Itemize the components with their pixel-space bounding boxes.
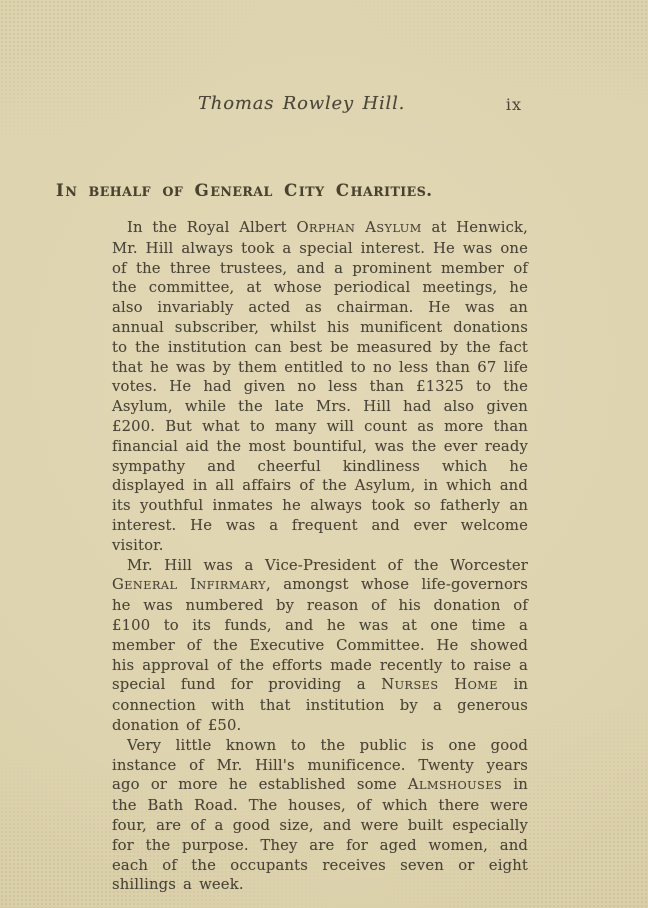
scan-texture-top-left: [0, 0, 260, 140]
small-cap-letters: OME: [467, 679, 499, 693]
running-header: [112, 93, 528, 119]
small-caps-phrase: NURSES HOME: [381, 676, 499, 694]
small-cap-letters: ENERAL: [210, 184, 273, 199]
small-caps-phrase: GENERAL INFIRMARY: [112, 576, 267, 594]
small-cap-letters: BEHALF: [88, 184, 152, 199]
paragraph: In the Royal Albert ORPHAN ASYLUM at Henwick, Mr. Hill always took a special interest. He was one of the three trustees, and a prominent member of the committee, at whose periodical meetings, he also invariably acted as chairman. He was an annual subscriber, whilst his munificent donations to the institution can best be measured by the fact that he was by them entitled to no less than 67 life votes. He had given no less than £1325 to the Asylum, while the late Mrs. Hill had also given £200. But what to many will count as more than financial aid the most bountiful, was the ever ready sympathy and cheerful kindliness which he displayed in all affairs of the Asylum, in which and its youthful inmates he always took so fatherly an interest. He was a frequent and ever welcome visitor.: [112, 219, 528, 554]
small-cap-letters: HARITIES: [350, 184, 427, 199]
small-cap-letters: LMSHOUSES: [419, 779, 503, 793]
small-cap-letters: N: [65, 184, 78, 199]
small-cap-letters: RPHAN: [309, 222, 356, 235]
paragraph: Mr. Hill was a Vice-President of the Worcester GENERAL INFIRMARY, amongst whose life-governors he was numbered by reason of his donation of £100 to its funds, and he was at one time a member of the Executive Committee. He showed his approval of the efforts made recently to raise a special fund for providing a NURSES HOME in connection with that institution by a generous donation of £50.: [112, 556, 529, 734]
small-cap-letters: URSES: [394, 679, 439, 693]
section-heading: IN BEHALF OF GENERAL CITY CHARITIES.: [56, 181, 434, 200]
small-caps-phrase: ORPHAN ASYLUM: [296, 219, 422, 236]
small-cap-letters: NFIRMARY: [196, 579, 267, 593]
small-cap-letters: ITY: [298, 184, 325, 199]
page-number: ix: [505, 95, 522, 114]
scan-texture-top-right: [348, 0, 648, 100]
body-text: [112, 218, 528, 895]
small-cap-letters: OF: [162, 184, 184, 199]
paragraph: Very little known to the public is one good instance of Mr. Hill's munificence. Twenty years ago or more he established some ALMSHOUSES in the Bath Road. The houses, of which there were four, are of a good size, and were built especially for the purpose. They are for aged women, and each of the occupants receives seven or eight shillings a week.: [112, 736, 528, 894]
small-caps-phrase: ALMSHOUSES: [407, 776, 503, 794]
running-header-title: Thomas Rowley Hill.: [198, 93, 406, 114]
small-cap-letters: SYLUM: [376, 222, 422, 235]
small-cap-letters: ENERAL: [124, 579, 178, 593]
